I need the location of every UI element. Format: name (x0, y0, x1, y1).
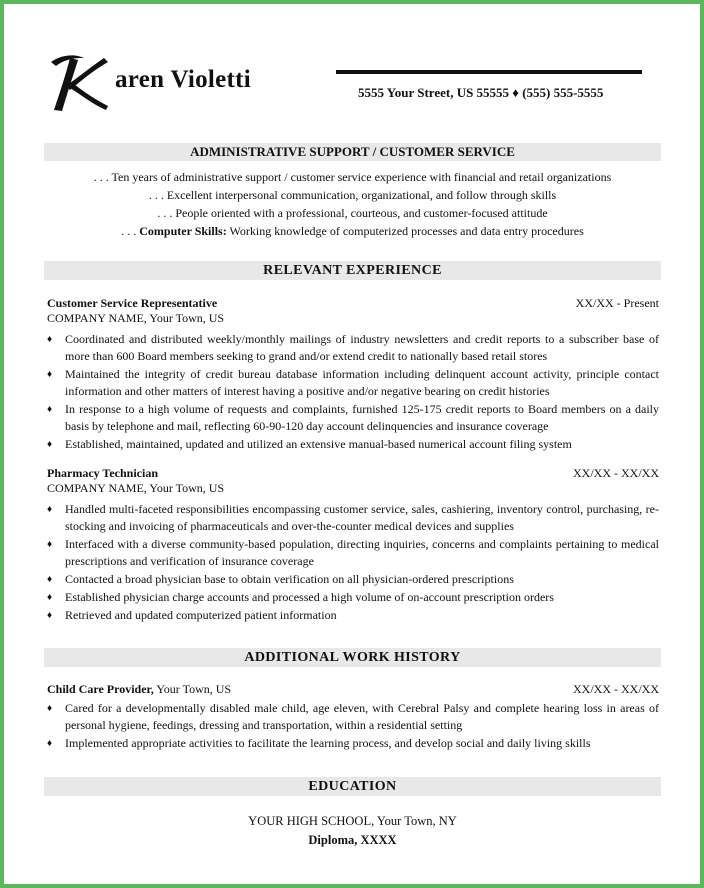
contact-address: 5555 Your Street, US 55555 ♦ (555) 555-5555 (358, 85, 604, 100)
bullet-item: ♦ Implemented appropriate activities to facilitate the learning process, and develop social and daily living skills (47, 736, 591, 750)
monogram-k-logo (48, 48, 112, 118)
bullet-item: ♦ Coordinated and distributed weekly/monthly mailings of industry newsletters and credit reports to a subscriber base of more than 600 Board members seeking to grand and/or extend credit to nationally based retail stores (47, 332, 659, 363)
summary-line: . . . Computer Skills: Working knowledge of computerized processes and data entry procedures (121, 224, 584, 238)
school-name: YOUR HIGH SCHOOL, Your Town, NY (248, 814, 457, 828)
bullet-item: ♦ Interfaced with a diverse community-based population, directing inquiries, concerns and complaints pertaining to medical prescriptions and verification of insurance coverage (47, 537, 659, 568)
job-entry (47, 296, 659, 454)
summary-line: . . . People oriented with a professional, courteous, and customer-focused attitude (157, 206, 548, 220)
bullet-item: ♦ Cared for a developmentally disabled male child, age eleven, with Cerebral Palsy and complete hearing loss in areas of personal hygiene, feedings, dressing and transportation, within a residential setting (47, 701, 659, 732)
job-entry (47, 466, 659, 625)
bullet-item: ♦ Handled multi-faceted responsibilities encompassing customer service, sales, cashiering, inventory control, purchasing, re-stocking and invoicing of pharmaceuticals and over-the-counter medical devices and supplies (47, 502, 659, 533)
company-name: COMPANY NAME, Your Town, US (47, 311, 225, 325)
job-dates: XX/XX - Present (575, 296, 659, 310)
bullet-item: ♦ Contacted a broad physician base to obtain verification on all physician-ordered prescriptions (47, 572, 514, 586)
summary-line: . . . Ten years of administrative support / customer service experience with financial and retail organizations (93, 170, 612, 184)
bullet-item: ♦ Maintained the integrity of credit bureau database information including delinquent account activity, principle contact information and other matters of interest having a positive and/or negative bearing on credit histories (47, 367, 659, 398)
job-title: Child Care Provider, Your Town, US (47, 682, 232, 696)
section-additional-work-history: ADDITIONAL WORK HISTORY (44, 648, 661, 667)
header-rule (336, 70, 642, 74)
bullet-item: ♦ Established, maintained, updated and utilized an extensive manual-based numerical account filing system (47, 437, 572, 451)
job-entry (47, 682, 659, 753)
bullet-item: ♦ Retrieved and updated computerized patient information (47, 608, 337, 622)
objective-band: ADMINISTRATIVE SUPPORT / CUSTOMER SERVICE (44, 143, 661, 161)
job-bullets (47, 700, 659, 752)
section-relevant-experience: RELEVANT EXPERIENCE (44, 261, 661, 280)
summary-line: . . . Excellent interpersonal communication, organizational, and follow through skills (148, 188, 557, 202)
education-block (44, 812, 661, 850)
job-bullets (47, 501, 659, 624)
company-name: COMPANY NAME, Your Town, US (47, 481, 225, 495)
bullet-item: ♦ Established physician charge accounts and processed a high volume of on-account prescription orders (47, 590, 554, 604)
summary-list (44, 168, 661, 240)
section-education: EDUCATION (44, 777, 661, 796)
job-title: Pharmacy Technician (47, 466, 159, 480)
job-dates: XX/XX - XX/XX (573, 682, 659, 696)
job-dates: XX/XX - XX/XX (573, 466, 659, 480)
name-heading: aren Violetti (115, 66, 252, 93)
bullet-item: ♦ In response to a high volume of requests and complaints, furnished 125-175 credit reports to Board members on a daily basis by telephone and mail, reflecting 60-90-120 day account delinquencies and insurance coverage (47, 402, 659, 433)
job-bullets (47, 331, 659, 453)
resume-page (44, 0, 662, 888)
diploma: Diploma, XXXX (308, 833, 397, 847)
job-title: Customer Service Representative (47, 296, 218, 310)
